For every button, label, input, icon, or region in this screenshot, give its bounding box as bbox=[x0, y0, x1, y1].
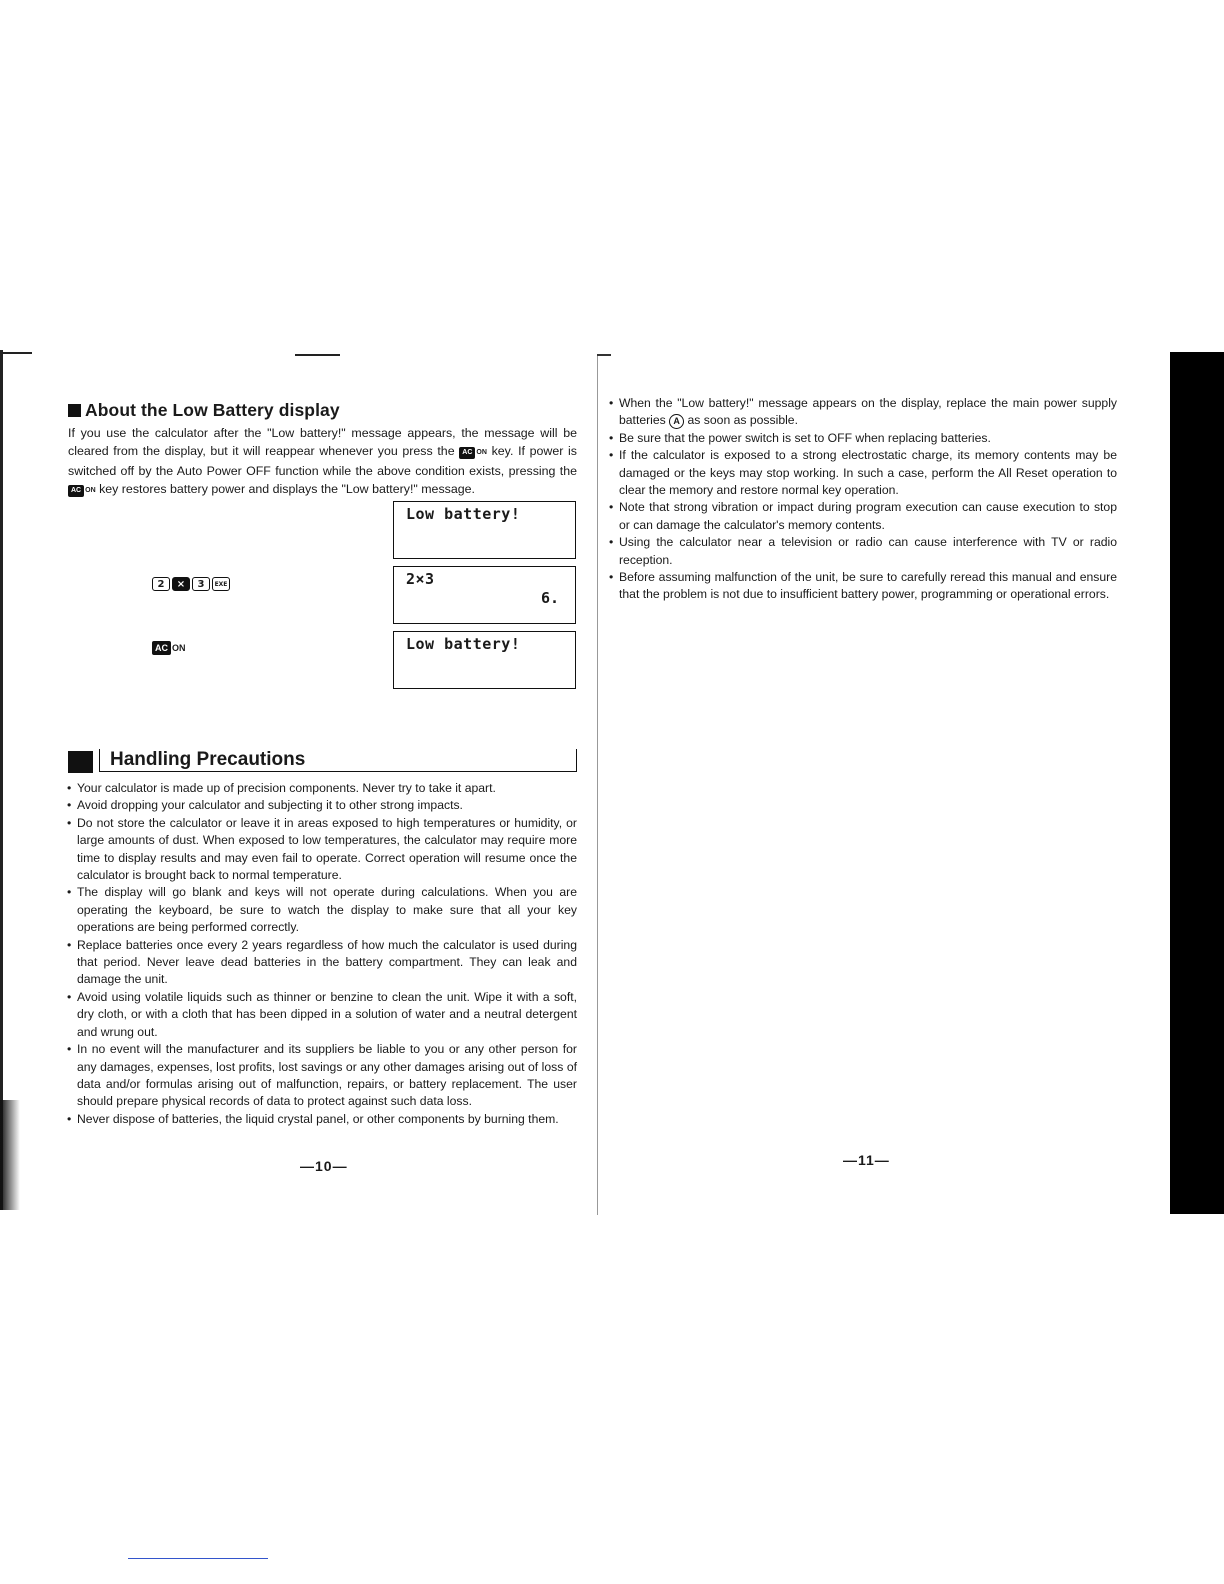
lcd-line-1: 2×3 bbox=[406, 570, 435, 588]
binding-edge-right bbox=[1170, 352, 1224, 1214]
list-item: • Be sure that the power switch is set to OFF when replacing batteries. bbox=[610, 430, 1117, 447]
crop-mark-left bbox=[0, 352, 32, 354]
lcd-line-1: Low battery! bbox=[406, 505, 521, 523]
key-2-icon: 2 bbox=[152, 577, 170, 591]
page-number-right: —11— bbox=[843, 1152, 890, 1168]
list-item: • Avoid dropping your calculator and subjecting it to other strong impacts. bbox=[68, 797, 577, 814]
list-item: • If the calculator is exposed to a strong electrostatic charge, its memory contents may be damaged or the keys may stop working. In such a case, perform the All Reset operation to clear the memory and restore normal key operation. bbox=[610, 447, 1117, 499]
list-item: • The display will go blank and keys will not operate during calculations. When you are operating the keyboard, be sure to watch the display to make sure that all your key operations are being performed correctly. bbox=[68, 884, 577, 936]
list-item: • Using the calculator near a television or radio can cause interference with TV or radio reception. bbox=[610, 534, 1117, 569]
square-bullet-icon bbox=[68, 404, 81, 417]
about-paragraph: If you use the calculator after the "Low battery!" message appears, the message will be cleared from the display, but it will reappear whenever you press the AC ON key. If power is switched off by the Auto Power OFF function while the above condition exists, pressing the AC ON key restores battery power and displays the "Low battery!" message. bbox=[68, 426, 577, 496]
about-heading: About the Low Battery display bbox=[68, 400, 577, 421]
handling-list bbox=[68, 780, 577, 1128]
ac-key-icon: AC bbox=[68, 485, 84, 497]
on-key-label: ON bbox=[85, 487, 96, 494]
top-rule bbox=[295, 354, 340, 356]
right-list bbox=[610, 395, 1117, 604]
crop-mark-center bbox=[597, 354, 611, 356]
key-3-icon: 3 bbox=[192, 577, 210, 591]
key-exe-icon: EXE bbox=[212, 577, 230, 591]
heading-frame bbox=[99, 749, 577, 772]
binding-edge-left bbox=[0, 350, 9, 1210]
list-item: • Before assuming malfunction of the unit, be sure to carefully reread this manual and ensure that the problem is not due to insufficient battery power, programming or operational errors. bbox=[610, 569, 1117, 604]
key-multiply-icon: × bbox=[172, 577, 190, 591]
handling-list-container bbox=[68, 780, 577, 1128]
list-item: • Note that strong vibration or impact during program execution can cause execution to stop or can damage the calculator's memory contents. bbox=[610, 499, 1117, 534]
handling-heading-box bbox=[68, 749, 577, 773]
list-item: • Replace batteries once every 2 years regardless of how much the calculator is used during that period. Never leave dead batteries in the battery compartment. They can leak and damage the unit. bbox=[68, 937, 577, 989]
on-key-label: ON bbox=[172, 643, 186, 653]
acon-key bbox=[152, 639, 186, 657]
page-number-left: —10— bbox=[300, 1158, 348, 1174]
list-item: • Avoid using volatile liquids such as thinner or benzine to clean the unit. Wipe it with a soft, dry cloth, or with a cloth that has been dipped in a solution of water and a neutral detergent and wrung out. bbox=[68, 989, 577, 1041]
bottom-rule bbox=[128, 1558, 268, 1559]
lcd-line-2: 6. bbox=[540, 589, 559, 607]
list-item: • Never dispose of batteries, the liquid crystal panel, or other components by burning them. bbox=[68, 1111, 577, 1128]
lcd-line-1: Low battery! bbox=[406, 635, 521, 653]
right-list-container bbox=[610, 395, 1117, 604]
handling-heading: Handling Precautions bbox=[110, 749, 306, 770]
center-fold bbox=[597, 355, 598, 1215]
lcd-display-3 bbox=[393, 631, 576, 689]
lcd-display-2 bbox=[393, 566, 576, 624]
key-sequence bbox=[152, 577, 230, 591]
about-section bbox=[68, 400, 577, 500]
list-item: • Your calculator is made up of precision components. Never try to take it apart. bbox=[68, 780, 577, 797]
ac-key-icon: AC bbox=[459, 447, 475, 459]
section-marker-icon bbox=[68, 751, 93, 773]
binding-shadow-left bbox=[0, 1100, 20, 1210]
ac-key-icon: AC bbox=[152, 641, 171, 655]
battery-marker-icon: A bbox=[669, 414, 684, 429]
list-item: • In no event will the manufacturer and its suppliers be liable to you or any other person for any damages, expenses, lost profits, lost savings or any other damages arising out of loss of data and/or formulas arising out of malfunction, repairs, or battery replacement. The user should prepare physical records of data to protect against such data loss. bbox=[68, 1041, 577, 1111]
lcd-display-1 bbox=[393, 501, 576, 559]
list-item: • When the "Low battery!" message appears on the display, replace the main power supply batteries A as soon as possible. bbox=[610, 395, 1117, 430]
on-key-label: ON bbox=[476, 449, 487, 456]
list-item: • Do not store the calculator or leave it in areas exposed to high temperatures or humidity, or large amounts of dust. When exposed to low temperatures, the calculator may require more time to display results and may even fail to operate. Correct operation will resume once the calculator is brought back to normal temperature. bbox=[68, 815, 577, 885]
